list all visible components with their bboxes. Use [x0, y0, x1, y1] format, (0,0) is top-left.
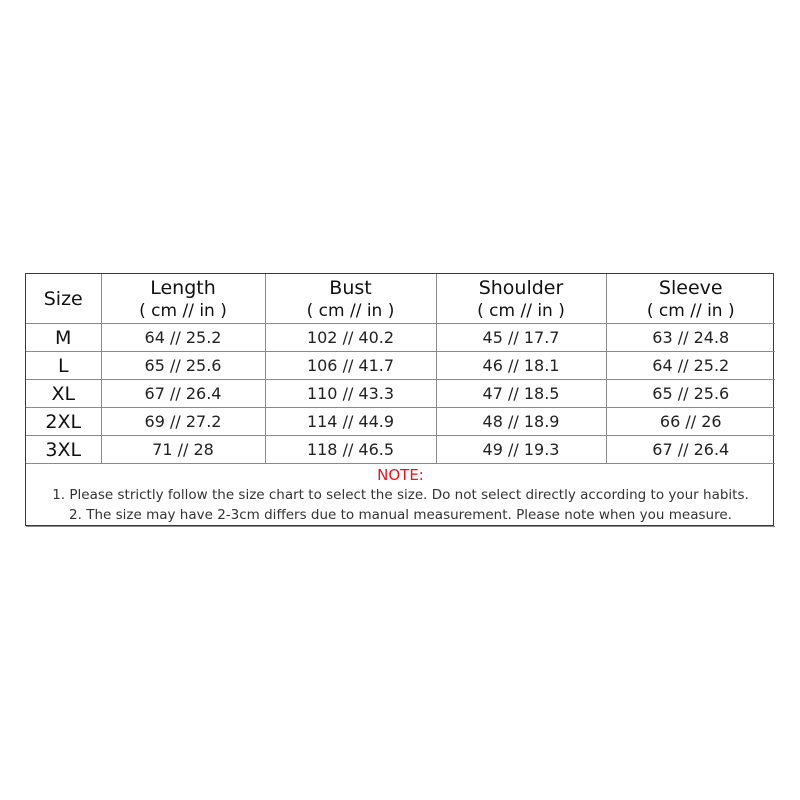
shoulder-cell: 45 // 17.7	[436, 324, 606, 352]
sleeve-cell: 65 // 25.6	[606, 380, 775, 408]
size-cell: XL	[26, 380, 101, 408]
length-cell: 65 // 25.6	[101, 352, 265, 380]
shoulder-cell: 46 // 18.1	[436, 352, 606, 380]
header-bust-label: Bust	[329, 276, 372, 299]
bust-cell: 102 // 40.2	[265, 324, 436, 352]
note-line-2: 2. The size may have 2-3cm differs due to manual measurement. Please note when you measure.	[69, 506, 732, 523]
sleeve-cell: 63 // 24.8	[606, 324, 775, 352]
length-cell: 67 // 26.4	[101, 380, 265, 408]
size-table	[26, 274, 775, 527]
table-row	[26, 408, 775, 436]
header-size	[26, 274, 101, 324]
header-row	[26, 274, 775, 324]
header-shoulder-unit: ( cm // in )	[477, 300, 565, 321]
shoulder-cell: 48 // 18.9	[436, 408, 606, 436]
header-bust	[265, 274, 436, 324]
header-length-unit: ( cm // in )	[139, 300, 227, 321]
length-cell: 69 // 27.2	[101, 408, 265, 436]
size-cell: 2XL	[26, 408, 101, 436]
bust-cell: 118 // 46.5	[265, 436, 436, 464]
header-size-label: Size	[43, 287, 83, 310]
note-line-1: 1. Please strictly follow the size chart to select the size. Do not select directly according to your habits.	[52, 486, 749, 503]
table-row	[26, 352, 775, 380]
notes-section	[26, 464, 775, 527]
header-bust-unit: ( cm // in )	[306, 300, 395, 321]
sleeve-cell: 64 // 25.2	[606, 352, 775, 380]
header-sleeve-unit: ( cm // in )	[646, 300, 735, 321]
bust-cell: 114 // 44.9	[265, 408, 436, 436]
notes-row	[26, 464, 775, 527]
header-sleeve-label: Sleeve	[658, 276, 723, 299]
sleeve-cell: 67 // 26.4	[606, 436, 775, 464]
size-chart	[25, 273, 774, 526]
bust-cell: 110 // 43.3	[265, 380, 436, 408]
sleeve-cell: 66 // 26	[606, 408, 775, 436]
header-length	[101, 274, 265, 324]
note-title: NOTE:	[377, 465, 424, 484]
bust-cell: 106 // 41.7	[265, 352, 436, 380]
size-cell: M	[26, 324, 101, 352]
size-cell: L	[26, 352, 101, 380]
table-row	[26, 324, 775, 352]
header-shoulder	[436, 274, 606, 324]
table-row	[26, 380, 775, 408]
shoulder-cell: 47 // 18.5	[436, 380, 606, 408]
header-shoulder-label: Shoulder	[478, 276, 564, 299]
length-cell: 71 // 28	[101, 436, 265, 464]
header-length-label: Length	[150, 276, 216, 299]
header-sleeve	[606, 274, 775, 324]
size-cell: 3XL	[26, 436, 101, 464]
table-row	[26, 436, 775, 464]
shoulder-cell: 49 // 19.3	[436, 436, 606, 464]
length-cell: 64 // 25.2	[101, 324, 265, 352]
